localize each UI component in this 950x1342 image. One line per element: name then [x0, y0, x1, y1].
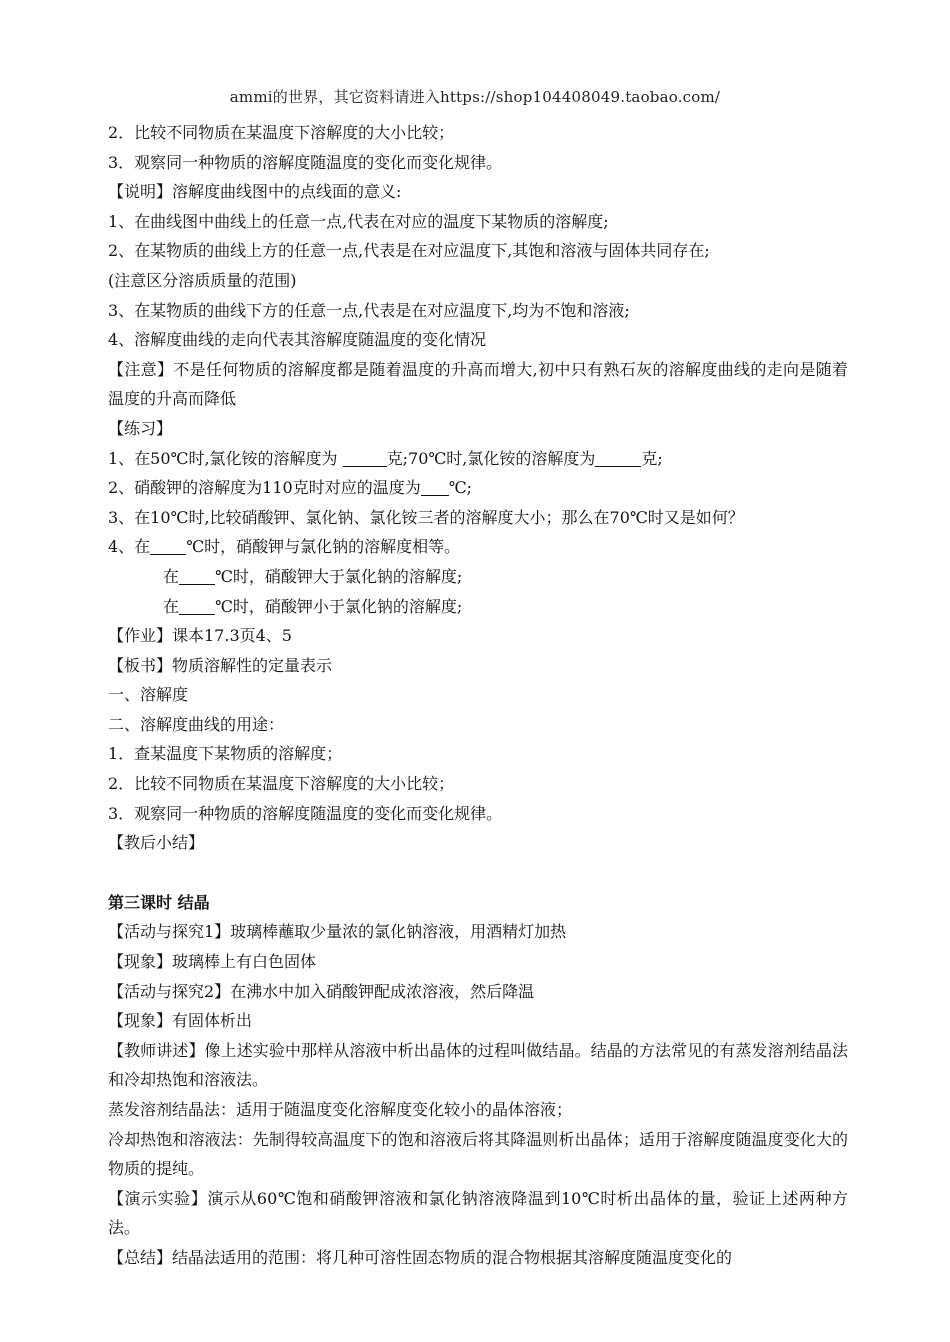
answer-blank[interactable] [179, 566, 215, 585]
exercise-4 [108, 532, 848, 562]
text-line: (注意区分溶质质量的范围) [108, 270, 297, 290]
text-span: 克; [641, 448, 663, 468]
homework-line: 【作业】课本17.3页4、5 [108, 626, 292, 646]
text-span: ℃时，硝酸钾小于氯化钠的溶解度; [215, 596, 463, 616]
exercise-4-sub [108, 592, 848, 622]
answer-blank[interactable] [343, 448, 387, 467]
text-line: 1．查某温度下某物质的溶解度； [108, 744, 343, 764]
answer-blank[interactable] [150, 536, 186, 555]
text-line: 【活动与探究2】在沸水中加入硝酸钾配成浓溶液，然后降温 [108, 981, 535, 1001]
text-span: 在 [163, 566, 180, 586]
text-span: 1、在50℃时,氯化铵的溶解度为 [108, 448, 343, 468]
exercise-4-sub [108, 562, 848, 592]
blank-gap [108, 858, 848, 888]
text-line: 2、在某物质的曲线上方的任意一点,代表是在对应温度下,其饱和溶液与固体共同存在; [108, 241, 710, 261]
page-header: ammi的世界，其它资料请进入https://shop104408049.taobao.com/ [229, 88, 721, 106]
text-line: 蒸发溶剂结晶法：适用于随温度变化溶解度变化较小的晶体溶液； [108, 1100, 573, 1119]
text-span: ℃时，硝酸钾与氯化钠的溶解度相等。 [186, 537, 461, 557]
exercise-heading: 【练习】 [108, 418, 173, 438]
demo-paragraph: 【演示实验】演示从60℃饱和硝酸钾溶液和氯化钠溶液降温到10℃时析出晶体的量，验证上述两种方法。 [108, 1188, 848, 1238]
text-line: 【现象】玻璃棒上有白色固体 [108, 952, 317, 972]
section-title: 第三课时 结晶 [108, 892, 210, 912]
text-line: 一、溶解度 [108, 685, 189, 705]
text-line: 3．观察同一种物质的溶解度随温度的变化而变化规律。 [108, 152, 503, 172]
text-line: 2．比较不同物质在某温度下溶解度的大小比较； [108, 123, 455, 142]
text-span: 克;70℃时,氯化铵的溶解度为 [386, 448, 596, 468]
text-span: ℃; [448, 478, 473, 498]
text-span: 2、硝酸钾的溶解度为110克时对应的温度为 [108, 478, 421, 498]
answer-blank[interactable] [421, 477, 449, 496]
text-span: ℃时，硝酸钾大于氯化钠的溶解度; [215, 566, 463, 586]
text-span: 4、在 [108, 537, 151, 557]
text-line: 2．比较不同物质在某温度下溶解度的大小比较； [108, 774, 455, 794]
text-line: 1、在曲线图中曲线上的任意一点,代表在对应的温度下某物质的溶解度; [108, 211, 609, 231]
note-heading: 【说明】溶解度曲线图中的点线面的意义: [108, 182, 402, 202]
exercise-1 [108, 444, 848, 474]
board-heading: 【板书】物质溶解性的定量表示 [108, 655, 333, 675]
answer-blank[interactable] [595, 448, 641, 467]
text-line: 【现象】有固体析出 [108, 1011, 253, 1031]
reflection-heading: 【教后小结】 [108, 833, 205, 853]
text-line: 【活动与探究1】玻璃棒蘸取少量浓的氯化钠溶液，用酒精灯加热 [108, 922, 567, 942]
text-line: 4、溶解度曲线的走向代表其溶解度随温度的变化情况 [108, 330, 487, 350]
cooling-paragraph: 冷却热饱和溶液法：先制得较高温度下的饱和溶液后将其降温则析出晶体；适用于溶解度随温度变化大的物质的提纯。 [108, 1129, 848, 1179]
answer-blank[interactable] [179, 596, 215, 615]
document-body [108, 118, 848, 1273]
text-span: 在 [163, 596, 180, 616]
text-line: 二、溶解度曲线的用途： [108, 714, 285, 734]
summary-line: 【总结】结晶法适用的范围：将几种可溶性固态物质的混合物根据其溶解度随温度变化的 [108, 1247, 733, 1267]
exercise-3: 3、在10℃时,比较硝酸钾、氯化钠、氯化铵三者的溶解度大小；那么在70℃时又是如何？ [108, 507, 744, 527]
exercise-2 [108, 473, 848, 503]
text-line: 3、在某物质的曲线下方的任意一点,代表是在对应温度下,均为不饱和溶液; [108, 300, 630, 320]
text-line: 3．观察同一种物质的溶解度随温度的变化而变化规律。 [108, 803, 503, 823]
teacher-paragraph: 【教师讲述】像上述实验中那样从溶液中析出晶体的过程叫做结晶。结晶的方法常见的有蒸发溶剂结晶法和冷却热饱和溶液法。 [108, 1040, 848, 1090]
attention-paragraph: 【注意】不是任何物质的溶解度都是随着温度的升高而增大,初中只有熟石灰的溶解度曲线的走向是随着温度的升高而降低 [108, 359, 848, 409]
